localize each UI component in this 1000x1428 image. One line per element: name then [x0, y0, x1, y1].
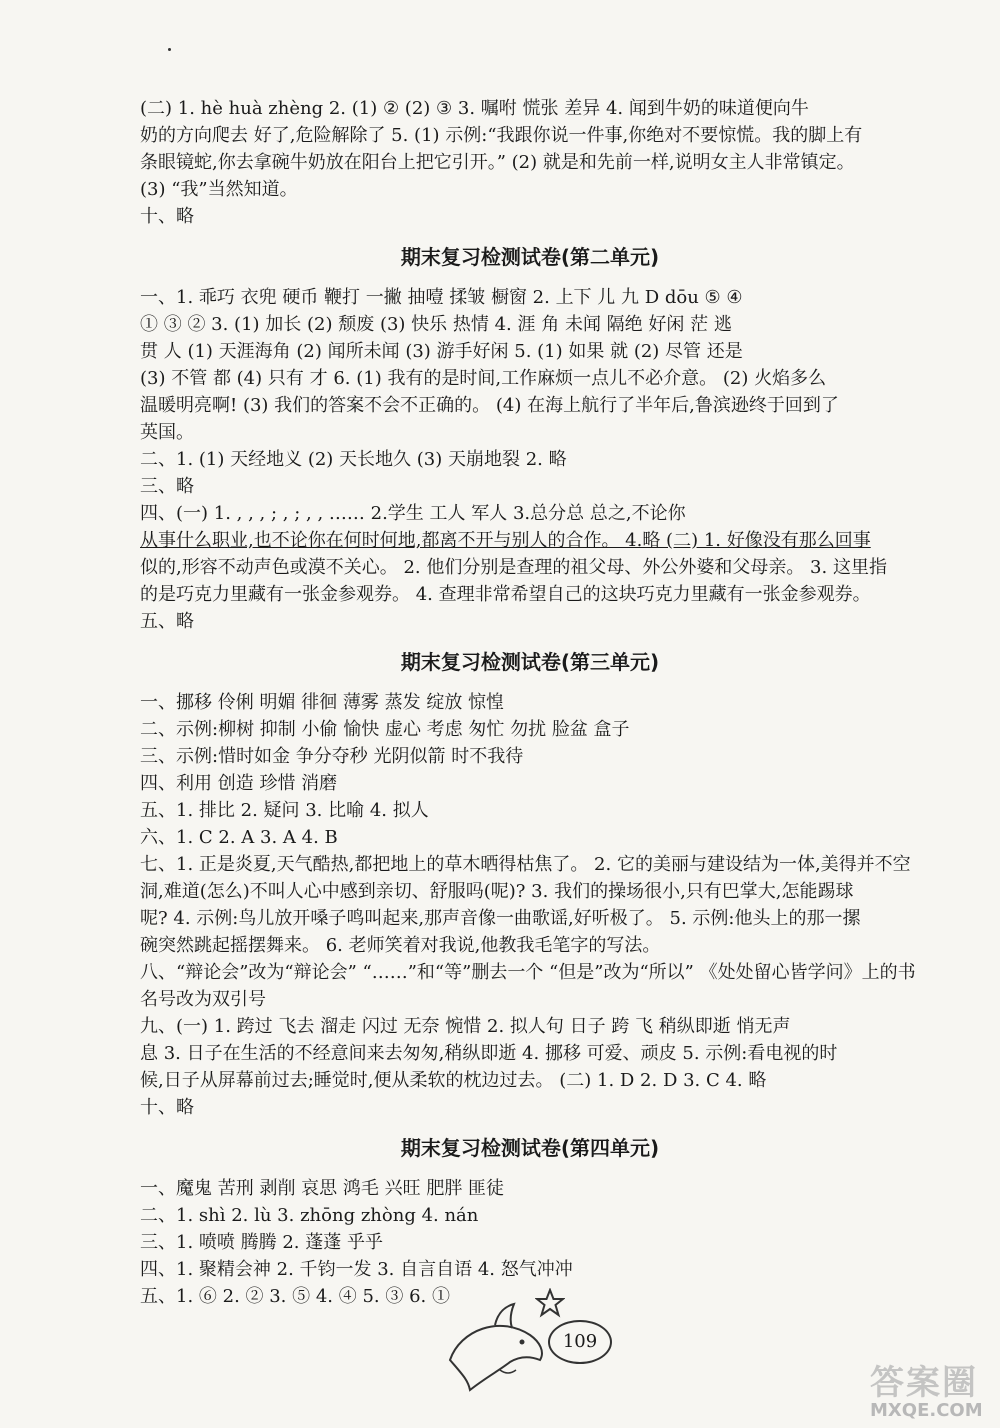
star-icon: [535, 1288, 565, 1318]
answer-line: 五、1. ⑥ 2. ② 3. ⑤ 4. ④ 5. ③ 6. ①: [140, 1286, 450, 1307]
answer-line: 三、略: [140, 476, 194, 497]
answer-line: 候,日子从屏幕前过去;睡觉时,便从柔软的枕边过去。 (二) 1. D 2. D 3. C 4. 略: [140, 1070, 767, 1091]
answer-line: 五、略: [140, 611, 194, 632]
answer-line: (3) “我”当然知道。: [140, 179, 298, 200]
answer-line: 似的,形容不动声色或漠不关心。 2. 他们分别是查理的祖父母、外公外婆和父母亲。 3. 这里指: [140, 557, 887, 578]
answer-line: 奶的方向爬去 好了,危险解除了 5. (1) 示例:“我跟你说一件事,你绝对不要惊慌。我的脚上有: [140, 125, 863, 146]
answer-line: 十、略: [140, 206, 194, 227]
answer-line: 条眼镜蛇,你去拿碗牛奶放在阳台上把它引开。” (2) 就是和先前一样,说明女主人非常镇定。: [140, 152, 855, 173]
answer-line: 六、1. C 2. A 3. A 4. B: [140, 827, 338, 848]
answer-line: 五、1. 排比 2. 疑问 3. 比喻 4. 拟人: [140, 800, 429, 821]
page-number: 109: [548, 1320, 612, 1364]
answer-line: 二、1. (1) 天经地义 (2) 天长地久 (3) 天崩地裂 2. 略: [140, 449, 567, 470]
watermark-url: MXQE.COM: [870, 1400, 983, 1421]
answer-line: 碗突然跳起摇摆舞来。 6. 老师笑着对我说,他教我毛笔字的写法。: [140, 935, 661, 956]
answer-content: [140, 95, 920, 1310]
watermark: [870, 1355, 990, 1421]
watermark-text: 答案圈: [870, 1363, 978, 1403]
answer-line: 英国。: [140, 422, 194, 443]
answer-line: 八、“辩论会”改为“辩论会” “……”和“等”删去一个 “但是”改为“所以” 《处处留心皆学问》上的书: [140, 962, 916, 983]
answer-line: 七、1. 正是炎夏,天气酷热,都把地上的草木晒得枯焦了。 2. 它的美丽与建设结为一体,美得并不空: [140, 854, 911, 875]
answer-line: 的是巧克力里藏有一张金参观券。 4. 查理非常希望自己的这块巧克力里藏有一张金参观券。: [140, 584, 871, 605]
answer-line: 息 3. 日子在生活的不经意间来去匆匆,稍纵即逝 4. 挪移 可爱、顽皮 5. 示例:看电视的时: [140, 1043, 838, 1064]
answer-line: (3) 不管 都 (4) 只有 才 6. (1) 我有的是时间,工作麻烦一点儿不必介意。 (2) 火焰多么: [140, 368, 827, 389]
answer-line: 名号改为双引号: [140, 989, 266, 1010]
section-unit2: [140, 242, 920, 635]
answer-line: 一、魔鬼 苦刑 剥削 哀思 鸿毛 兴旺 肥胖 匪徒: [140, 1178, 505, 1199]
section-title: 期末复习检测试卷(第三单元): [400, 650, 660, 674]
speck: [168, 48, 171, 51]
answer-line: 九、(一) 1. 跨过 飞去 溜走 闪过 无奈 惋惜 2. 拟人句 日子 跨 飞 稍纵即逝 悄无声: [140, 1016, 791, 1037]
section-unit4: [140, 1133, 920, 1310]
answer-line: 三、示例:惜时如金 争分夺秒 光阴似箭 时不我待: [140, 746, 524, 767]
answer-line: 洞,难道(怎么)不叫人心中感到亲切、舒服吗(呢)? 3. 我们的操场很小,只有巴掌大,怎能踢球: [140, 881, 854, 902]
answer-line: 一、挪移 伶俐 明媚 徘徊 薄雾 蒸发 绽放 惊惶: [140, 692, 505, 713]
section-title: 期末复习检测试卷(第二单元): [400, 245, 660, 269]
answer-line: 贯 人 (1) 天涯海角 (2) 闻所未闻 (3) 游手好闲 5. (1) 如果 就 (2) 尽管 还是: [140, 341, 743, 362]
answer-line: 温暖明亮啊! (3) 我们的答案不会不正确的。 (4) 在海上航行了半年后,鲁滨逊终于回到了: [140, 395, 839, 416]
answer-line: (二) 1. hè huà zhèng 2. (1) ② (2) ③ 3. 嘱咐 慌张 差异 4. 闻到牛奶的味道便向牛: [140, 98, 809, 119]
answer-line: 三、1. 喷喷 腾腾 2. 蓬蓬 乎乎: [140, 1232, 383, 1253]
answer-line: 一、1. 乖巧 衣兜 硬币 鞭打 一撇 抽噎 揉皱 橱窗 2. 上下 儿 九 D dōu ⑤ ④: [140, 287, 743, 308]
answer-line: ① ③ ② 3. (1) 加长 (2) 颓废 (3) 快乐 热情 4. 涯 角 未闻 隔绝 好闲 茫 逃: [140, 314, 732, 335]
answer-line: 四、利用 创造 珍惜 消磨: [140, 773, 338, 794]
answer-line-underlined: 从事什么职业,也不论你在何时何地,都离不开与别人的合作。 4.略 (二) 1. 好像没有那么回事: [140, 530, 871, 551]
section-unit1-tail: [140, 95, 920, 230]
answer-line: 四、(一) 1. , , , ; , ; , , …… 2.学生 工人 军人 3.总分总 总之,不论你: [140, 503, 686, 524]
section-title: 期末复习检测试卷(第四单元): [400, 1136, 660, 1160]
answer-line: 二、示例:柳树 抑制 小偷 愉快 虚心 考虑 匆忙 勿扰 脸盆 盒子: [140, 719, 630, 740]
answer-line: 四、1. 聚精会神 2. 千钧一发 3. 自言自语 4. 怒气冲冲: [140, 1259, 573, 1280]
answer-line: 十、略: [140, 1097, 194, 1118]
answer-line: 二、1. shì 2. lù 3. zhōng zhòng 4. nán: [140, 1205, 479, 1226]
answer-line: 呢? 4. 示例:鸟儿放开嗓子鸣叫起来,那声音像一曲歌谣,好听极了。 5. 示例:他头上的那一摞: [140, 908, 861, 929]
section-unit3: [140, 647, 920, 1121]
